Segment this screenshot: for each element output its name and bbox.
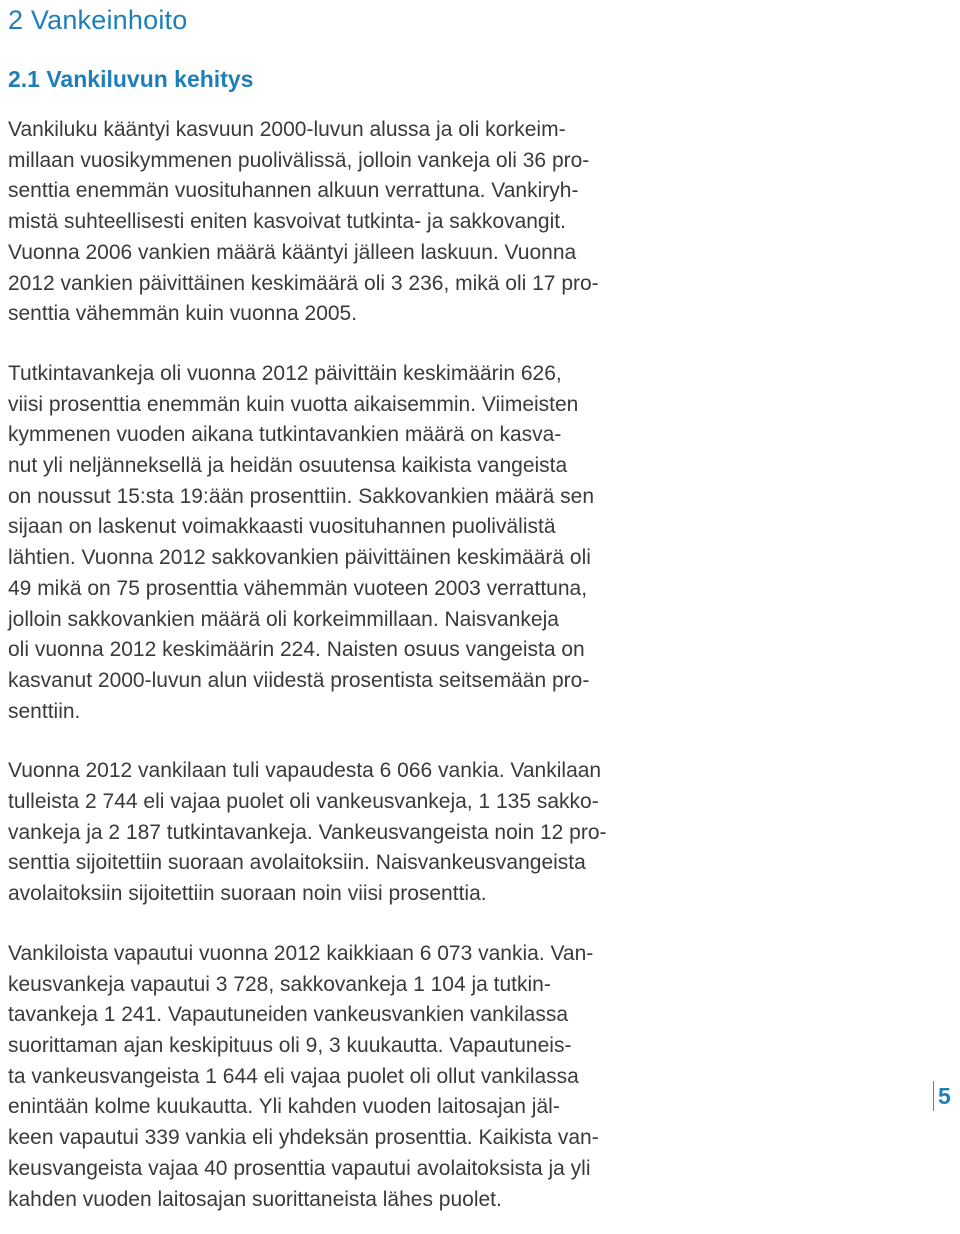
page-number: 5 (938, 1083, 951, 1109)
page-number-block (933, 1079, 951, 1113)
paragraph-prison-intake: Vuonna 2012 vankilaan tuli vapaudesta 6 066 vankia. Vankilaan tulleista 2 744 eli vajaa puolet oli vankeusvankeja, 1 135 sakko- vankeja ja 2 187 tutkintavankeja. Vankeusvangeista noin 12 pro- senttia sijoitettiin suoraan avolaitoksiin. Naisvankeusvangeista avolaitoksiin sijoitettiin suoraan noin viisi prosenttia. (8, 759, 607, 906)
section-title: 2.1 Vankiluvun kehitys (8, 66, 254, 92)
paragraph-prisoner-count-trend: Vankiluku kääntyi kasvuun 2000-luvun alussa ja oli korkeim- millaan vuosikymmenen puolivälissä, jolloin vankeja oli 36 pro- senttia enemmän vuosituhannen alkuun verrattuna. Vankiryh- mistä suhteellisesti eniten kasvoivat tutkinta- ja sakkovangit. Vuonna 2006 vankien määrä kääntyi jälleen laskuun. Vuonna 2012 vankien päivittäinen keskimäärä oli 3 236, mikä oli 17 pro- senttia vähemmän kuin vuonna 2005. (8, 118, 599, 326)
paragraph-prison-releases: Vankiloista vapautui vuonna 2012 kaikkiaan 6 073 vankia. Van- keusvankeja vapautui 3 728, sakkovankeja 1 104 ja tutkin- tavankeja 1 241. Vapautuneiden vankeusvankien vankilassa suorittaman ajan keskipituus oli 9, 3 kuukautta. Vapautuneis- ta vankeusvangeista 1 644 eli vajaa puolet oli ollut vankilassa enintään kolme kuukautta. Yli kahden vuoden laitosajan jäl- keen vapautui 339 vankia eli yhdeksän prosenttia. Kaikista van- keusvangeista vajaa 40 prosenttia vapautui avolaitoksista ja yli kahden vuoden laitosajan suorittaneista lähes puolet. (8, 941, 599, 1211)
document-page (8, 0, 708, 1215)
page-number-divider (933, 1081, 934, 1111)
chapter-title: 2 Vankeinhoito (8, 5, 188, 35)
paragraph-remand-prisoners: Tutkintavankeja oli vuonna 2012 päivittäin keskimäärin 626, viisi prosenttia enemmän kuin vuotta aikaisemmin. Viimeisten kymmenen vuoden aikana tutkintavankien määrä on kasva- nut yli neljänneksellä ja heidän osuutensa kaikista vangeista on noussut 15:sta 19:ään prosenttiin. Sakkovankien määrä sen sijaan on laskenut voimakkaasti vuosituhannen puolivälistä lähtien. Vuonna 2012 sakkovankien päivittäinen keskimäärä oli 49 mikä on 75 prosenttia vähemmän vuoteen 2003 verrattuna, jolloin sakkovankien määrä oli korkeimmillaan. Naisvankeja oli vuonna 2012 keskimäärin 224. Naisten osuus vangeista on kasvanut 2000-luvun alun viidestä prosentista seitsemään pro- senttiin. (8, 361, 595, 723)
